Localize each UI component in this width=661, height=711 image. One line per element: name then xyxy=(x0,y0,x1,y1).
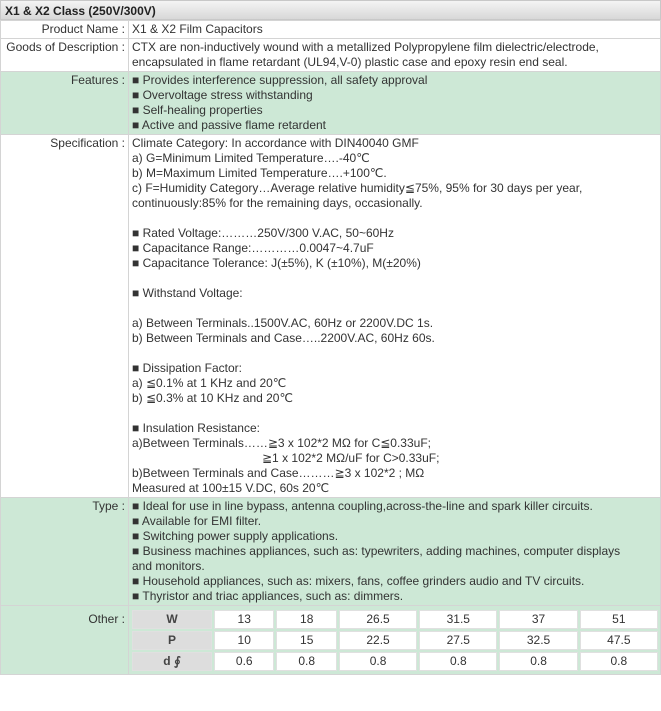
spacer xyxy=(132,211,657,226)
type-item: ■ Business machines appliances, such as: typewriters, adding machines, computer displays xyxy=(132,544,621,558)
row-specification xyxy=(1,135,661,498)
spec-line: ■ Dissipation Factor: xyxy=(132,361,242,375)
dimension-row-w xyxy=(132,610,658,629)
dimension-cell: 22.5 xyxy=(339,631,417,650)
dimension-cell: 0.6 xyxy=(214,652,274,671)
spec-line: a) G=Minimum Limited Temperature….-40℃ xyxy=(132,151,370,165)
dimension-cell: 15 xyxy=(276,631,336,650)
type-item: ■ Ideal for use in line bypass, antenna coupling,across-the-line and spark killer circuits. xyxy=(132,499,593,513)
dimension-cell: 0.8 xyxy=(339,652,417,671)
dimension-cell: 31.5 xyxy=(419,610,497,629)
feature-item: ■ Provides interference suppression, all safety approval xyxy=(132,73,428,87)
value-goods-description xyxy=(129,39,661,72)
value-product-name: X1 & X2 Film Capacitors xyxy=(129,21,661,39)
dimension-cell: 10 xyxy=(214,631,274,650)
text-line: encapsulated in flame retardant (UL94,V-0) plastic case and epoxy resin end seal. xyxy=(132,55,568,69)
feature-item: ■ Active and passive flame retardent xyxy=(132,118,327,132)
dimension-cell: 37 xyxy=(499,610,577,629)
dimension-header: P xyxy=(132,631,212,650)
value-other xyxy=(129,606,661,675)
spacer xyxy=(132,301,657,316)
spec-line: ■ Insulation Resistance: xyxy=(132,421,260,435)
spec-line: ≧1 x 102*2 MΩ/uF for C>0.33uF; xyxy=(262,451,440,465)
spec-line: b)Between Terminals and Case………≧3 x 102*2 ; MΩ xyxy=(132,466,425,480)
feature-item: ■ Overvoltage stress withstanding xyxy=(132,88,313,102)
value-features xyxy=(129,72,661,135)
value-type xyxy=(129,498,661,606)
type-item: ■ Available for EMI filter. xyxy=(132,514,262,528)
spec-line: b) Between Terminals and Case…..2200V.AC, 60Hz 60s. xyxy=(132,331,435,345)
spec-line: b) M=Maximum Limited Temperature….+100℃. xyxy=(132,166,387,180)
label-product-name: Product Name : xyxy=(1,21,129,39)
type-item: ■ Switching power supply applications. xyxy=(132,529,339,543)
dimension-header: W xyxy=(132,610,212,629)
spacer xyxy=(132,271,657,286)
feature-item: ■ Self-healing properties xyxy=(132,103,263,117)
label-features: Features : xyxy=(1,72,129,135)
spacer xyxy=(132,406,657,421)
type-item: ■ Household appliances, such as: mixers, fans, coffee grinders audio and TV circuits. xyxy=(132,574,585,588)
label-type: Type : xyxy=(1,498,129,606)
spacer xyxy=(132,346,657,361)
dimension-cell: 27.5 xyxy=(419,631,497,650)
dimension-table xyxy=(130,608,660,673)
spec-line: ■ Capacitance Range:…………0.0047~4.7uF xyxy=(132,241,374,255)
dimension-cell: 26.5 xyxy=(339,610,417,629)
dimension-cell: 0.8 xyxy=(419,652,497,671)
text-line: CTX are non-inductively wound with a metallized Polypropylene film dielectric/electrode, xyxy=(132,40,599,54)
spec-line: continuously:85% for the remaining days, occasionally. xyxy=(132,196,423,210)
spec-line: Measured at 100±15 V.DC, 60s 20℃ xyxy=(132,481,330,495)
spec-line: ■ Rated Voltage:………250V/300 V.AC, 50~60Hz xyxy=(132,226,394,240)
row-type xyxy=(1,498,661,606)
spec-line: a) ≦0.1% at 1 KHz and 20℃ xyxy=(132,376,287,390)
row-product-name xyxy=(1,21,661,39)
value-specification xyxy=(129,135,661,498)
spec-line: b) ≦0.3% at 10 KHz and 20℃ xyxy=(132,391,293,405)
dimension-cell: 0.8 xyxy=(580,652,658,671)
spec-line: a)Between Terminals……≧3 x 102*2 MΩ for C≦0.33uF; xyxy=(132,436,431,450)
spec-line: Climate Category: In accordance with DIN40040 GMF xyxy=(132,136,419,150)
dimension-row-d xyxy=(132,652,658,671)
spec-table xyxy=(0,20,661,675)
label-goods-description: Goods of Description : xyxy=(1,39,129,72)
label-specification: Specification : xyxy=(1,135,129,498)
type-item: ■ Thyristor and triac appliances, such as: dimmers. xyxy=(132,589,404,603)
spec-line: c) F=Humidity Category…Average relative humidity≦75%, 95% for 30 days per year, xyxy=(132,181,583,195)
spec-line: a) Between Terminals..1500V.AC, 60Hz or 2200V.DC 1s. xyxy=(132,316,434,330)
dimension-cell: 0.8 xyxy=(499,652,577,671)
page-title: X1 & X2 Class (250V/300V) xyxy=(0,0,661,20)
dimension-cell: 13 xyxy=(214,610,274,629)
label-other: Other : xyxy=(1,606,129,675)
dimension-cell: 18 xyxy=(276,610,336,629)
dimension-cell: 51 xyxy=(580,610,658,629)
dimension-cell: 47.5 xyxy=(580,631,658,650)
spec-line: ■ Withstand Voltage: xyxy=(132,286,243,300)
dimension-row-p xyxy=(132,631,658,650)
dimension-cell: 32.5 xyxy=(499,631,577,650)
dimension-header: d ∮ xyxy=(132,652,212,671)
row-features xyxy=(1,72,661,135)
dimension-cell: 0.8 xyxy=(276,652,336,671)
type-item: and monitors. xyxy=(132,559,205,573)
row-other xyxy=(1,606,661,675)
row-goods-description xyxy=(1,39,661,72)
spec-line: ■ Capacitance Tolerance: J(±5%), K (±10%), M(±20%) xyxy=(132,256,421,270)
